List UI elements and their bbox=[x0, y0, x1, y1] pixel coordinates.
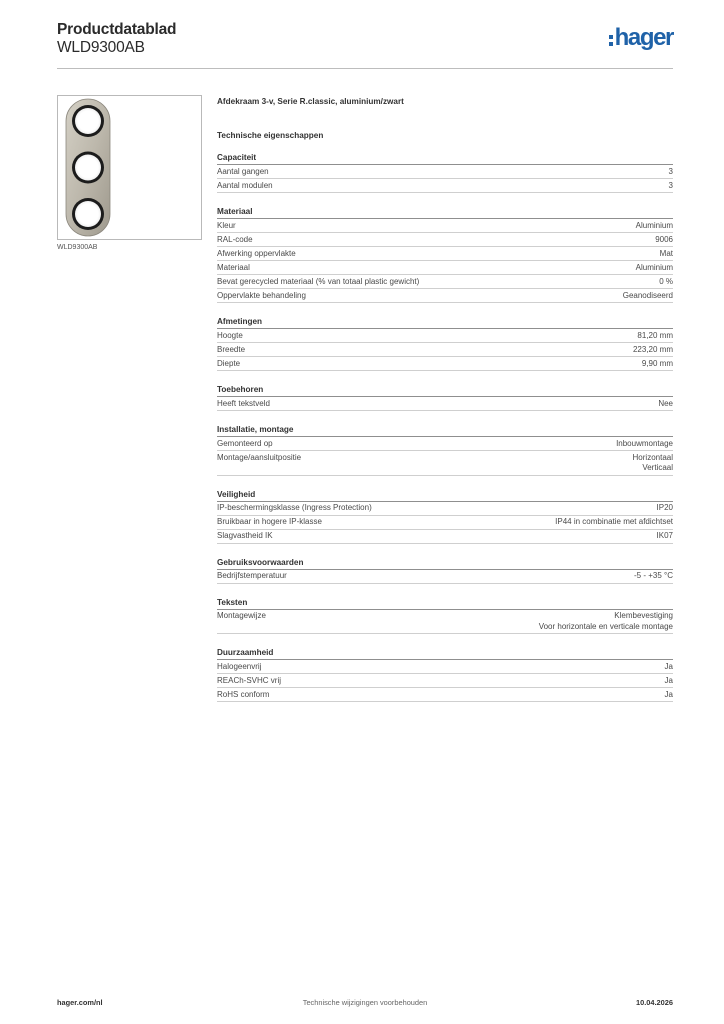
spec-value bbox=[657, 503, 673, 514]
spec-label: Halogeenvrij bbox=[217, 661, 262, 671]
spec-value bbox=[539, 611, 673, 632]
spec-label: Gemonteerd op bbox=[217, 438, 273, 448]
section-title: Afmetingen bbox=[217, 316, 673, 329]
spec-row bbox=[217, 179, 673, 193]
page-header bbox=[57, 20, 673, 70]
spec-row bbox=[217, 437, 673, 451]
spec-label: Diepte bbox=[217, 358, 241, 368]
spec-value-line: Nee bbox=[658, 398, 673, 408]
section-title: Gebruiksvoorwaarden bbox=[217, 557, 673, 570]
spec-value bbox=[637, 331, 673, 342]
spec-section bbox=[217, 557, 673, 584]
section-title: Teksten bbox=[217, 597, 673, 610]
spec-value-line: -5 - +35 °C bbox=[634, 571, 673, 580]
spec-row bbox=[217, 397, 673, 411]
section-title: Toebehoren bbox=[217, 384, 673, 397]
spec-content bbox=[217, 96, 673, 702]
spec-row bbox=[217, 289, 673, 303]
footer-date: 10.04.2026 bbox=[636, 998, 673, 1007]
product-code: WLD9300AB bbox=[57, 39, 145, 56]
spec-row bbox=[217, 261, 673, 275]
spec-label: Slagvastheid IK bbox=[217, 531, 273, 540]
spec-value bbox=[659, 277, 673, 288]
spec-value-line: Klembevestiging bbox=[614, 611, 673, 620]
section-title: Capaciteit bbox=[217, 152, 673, 165]
spec-label: REACh-SVHC vrij bbox=[217, 675, 282, 685]
spec-value bbox=[642, 359, 673, 370]
spec-value-line: 3 bbox=[668, 166, 673, 176]
spec-section bbox=[217, 316, 673, 371]
document-title: Productdatablad bbox=[57, 21, 177, 38]
spec-value bbox=[669, 167, 673, 178]
spec-value-line: Inbouwmontage bbox=[616, 438, 673, 448]
hager-logo bbox=[609, 26, 673, 50]
spec-section bbox=[217, 489, 673, 544]
spec-row bbox=[217, 660, 673, 674]
spec-value-line: Verticaal bbox=[642, 463, 673, 472]
spec-value bbox=[658, 399, 673, 410]
spec-value bbox=[623, 291, 673, 302]
spec-value-line: Ja bbox=[664, 675, 673, 685]
section-title: Materiaal bbox=[217, 206, 673, 219]
spec-section bbox=[217, 647, 673, 702]
spec-value-line: IP20 bbox=[656, 503, 673, 512]
spec-value-line: Mat bbox=[659, 248, 673, 258]
spec-section bbox=[217, 424, 673, 476]
footer-website: hager.com/nl bbox=[57, 998, 103, 1007]
spec-label: Heeft tekstveld bbox=[217, 398, 270, 408]
spec-row bbox=[217, 516, 673, 530]
spec-label: Oppervlakte behandeling bbox=[217, 290, 306, 300]
product-image-caption: WLD9300AB bbox=[57, 244, 98, 251]
spec-value bbox=[665, 662, 673, 673]
spec-label: RAL-code bbox=[217, 234, 253, 244]
spec-row bbox=[217, 219, 673, 233]
spec-row bbox=[217, 610, 673, 635]
spec-value-line: Ja bbox=[664, 689, 673, 699]
footer-disclaimer: Technische wijzigingen voorbehouden bbox=[302, 998, 428, 1007]
spec-row bbox=[217, 530, 673, 544]
spec-value bbox=[616, 439, 673, 450]
spec-value-line: 3 bbox=[668, 180, 673, 190]
section-title: Installatie, montage bbox=[217, 424, 673, 437]
spec-row bbox=[217, 674, 673, 688]
spec-label: RoHS conform bbox=[217, 689, 270, 699]
spec-label: Kleur bbox=[217, 220, 236, 230]
spec-value-line: Ja bbox=[664, 661, 673, 671]
spec-row bbox=[217, 502, 673, 516]
spec-row bbox=[217, 357, 673, 371]
spec-value bbox=[655, 235, 673, 246]
spec-value bbox=[665, 690, 673, 701]
spec-value-line: 9006 bbox=[655, 234, 673, 244]
spec-section bbox=[217, 206, 673, 303]
spec-value bbox=[665, 676, 673, 687]
spec-value-line: Aluminium bbox=[635, 262, 673, 272]
spec-label: Montagewijze bbox=[217, 611, 266, 620]
spec-value bbox=[657, 531, 673, 542]
spec-value bbox=[633, 453, 673, 474]
spec-label: Aantal gangen bbox=[217, 166, 269, 176]
section-title: Veiligheid bbox=[217, 489, 673, 502]
cover-frame-3-gang-icon bbox=[58, 96, 201, 239]
spec-label: Bevat gerecycled materiaal (% van totaal plastic gewicht) bbox=[217, 276, 420, 286]
spec-section bbox=[217, 597, 673, 635]
spec-row bbox=[217, 451, 673, 476]
spec-value bbox=[555, 517, 673, 528]
spec-row bbox=[217, 688, 673, 702]
spec-value bbox=[669, 181, 673, 192]
spec-label: Montage/aansluitpositie bbox=[217, 452, 302, 462]
spec-section bbox=[217, 152, 673, 193]
spec-label: Hoogte bbox=[217, 330, 243, 340]
spec-value bbox=[633, 345, 673, 356]
tech-properties-heading: Technische eigenschappen bbox=[217, 131, 324, 140]
spec-value bbox=[660, 249, 673, 260]
spec-section bbox=[217, 384, 673, 411]
spec-label: Materiaal bbox=[217, 262, 250, 272]
section-title: Duurzaamheid bbox=[217, 647, 673, 660]
product-image bbox=[57, 95, 202, 240]
spec-label: Breedte bbox=[217, 344, 246, 354]
spec-value-line: Voor horizontale en verticale montage bbox=[538, 621, 673, 631]
spec-label: Bruikbaar in hogere IP-klasse bbox=[217, 517, 322, 526]
spec-label: IP-beschermingsklasse (Ingress Protection) bbox=[217, 503, 372, 512]
spec-value-line: Aluminium bbox=[635, 220, 673, 230]
spec-row bbox=[217, 247, 673, 261]
logo-dots-icon bbox=[609, 35, 613, 46]
spec-value bbox=[634, 571, 673, 582]
spec-value-line: IP44 in combinatie met afdichtset bbox=[555, 517, 673, 526]
spec-value-line: Geanodiseerd bbox=[622, 290, 673, 300]
spec-row bbox=[217, 165, 673, 179]
product-description: Afdekraam 3-v, Serie R.classic, aluminium/zwart bbox=[217, 97, 404, 106]
spec-value-line: 0 % bbox=[659, 276, 673, 286]
spec-label: Aantal modulen bbox=[217, 180, 273, 190]
spec-row bbox=[217, 275, 673, 289]
spec-value bbox=[636, 263, 673, 274]
spec-row bbox=[217, 329, 673, 343]
spec-value-line: 223,20 mm bbox=[632, 344, 673, 354]
spec-value bbox=[636, 221, 673, 232]
spec-row bbox=[217, 233, 673, 247]
spec-value-line: 81,20 mm bbox=[637, 330, 673, 340]
page-footer bbox=[57, 998, 673, 1010]
header-divider bbox=[57, 68, 673, 69]
spec-row bbox=[217, 570, 673, 584]
spec-row bbox=[217, 343, 673, 357]
spec-label: Bedrijfstemperatuur bbox=[217, 571, 287, 580]
spec-value-line: Horizontaal bbox=[632, 452, 673, 462]
spec-sections bbox=[217, 152, 673, 702]
logo-text: hager bbox=[614, 24, 673, 51]
spec-value-line: 9,90 mm bbox=[641, 358, 673, 368]
spec-label: Afwerking oppervlakte bbox=[217, 248, 296, 258]
spec-value-line: IK07 bbox=[656, 531, 673, 540]
